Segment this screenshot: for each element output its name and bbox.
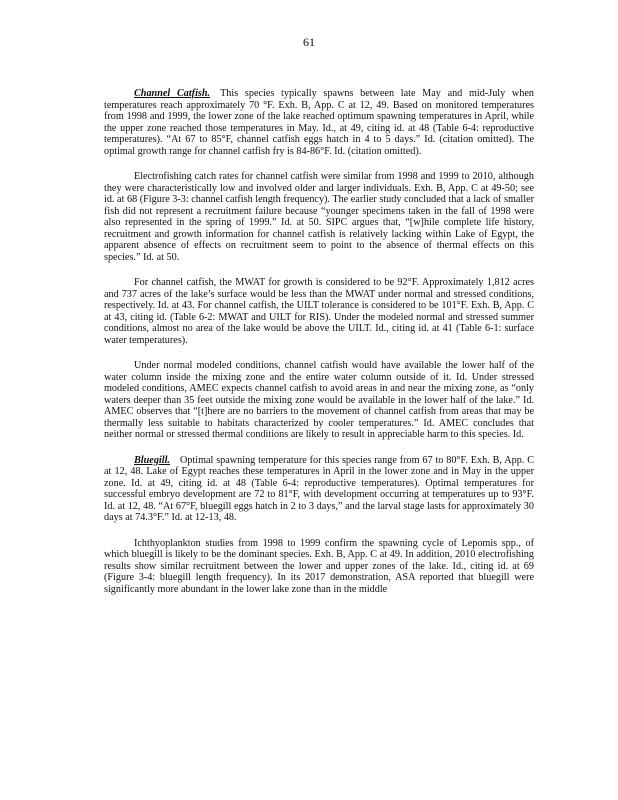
paragraph-text: Optimal spawning temperature for this species range from 67 to 80°F. Exh. B, App. C at 12, 48. Lake of Egypt reaches these temperatures in April in the lower zone and in May in the upper zone. Id. at 49, citing id. at 48 (Table 6-4: reproductive temperatures). Optimal temperatures for successful embryo development are 72 to 81°F, with development occurring at temperatures up to 93°F. Id. at 12, 48. “At 67°F, bluegill eggs hatch in 2 to 3 days,” and the larval stage lasts for approximately 30 days at 74.3°F.” Id. at 12-13, 48. — [104, 454, 534, 523]
section-heading-channel-catfish: Channel Catfish. — [134, 88, 211, 99]
paragraph-text: Ichthyoplankton studies from 1998 to 1999 confirm the spawning cycle of Lepomis spp., of which bluegill is likely to be the dominant species. Exh. B, App. C at 49. In addition, 2010 electrofishing results show similar recruitment between the lower and upper zones of the lake. Id., citing id. at 69 (Figure 3-4: bluegill length frequency). In its 2017 demonstration, ASA reported that bluegill were significantly more abundant in the lower lake zone than in the middle — [104, 537, 534, 595]
paragraph-channel-catfish-electrofishing — [104, 171, 534, 263]
page-number: 61 — [303, 35, 315, 49]
paragraph-text: Under normal modeled conditions, channel catfish would have available the lower half of the water column inside the mixing zone and the entire water column outside of it. Id. Under stressed modeled conditions, AMEC expects channel catfish to avoid areas in and near the mixing zone, as “only waters deeper than 35 feet outside the mixing zone would be available in the lower half of the lake.” Id. AMEC observes that “[t]here are no barriers to the movement of channel catfish from areas that may be thermally less suitable to habitats characterized by cooler temperatures.” Id. AMEC concludes that neither normal or stressed thermal conditions are likely to result in appreciable harm to this species. Id. — [104, 360, 534, 440]
paragraph-bluegill-ichthyoplankton — [104, 538, 534, 596]
paragraph-bluegill-spawning — [104, 455, 534, 524]
section-heading-bluegill: Bluegill. — [134, 454, 170, 466]
paragraph-channel-catfish-spawning — [104, 88, 534, 157]
paragraph-text: This species typically spawns between late May and mid-July when temperatures reach approximately 70 °F. Exh. B, App. C at 12, 49. Based on monitored temperatures from 1998 and 1999, the lower zone of the lake reached optimum spawning temperatures in April, while the upper zone reached those temperatures in May. Id., at 49, citing id. at 48 (Table 6-4: reproductive temperatures). “At 67 to 85°F, channel catfish eggs hatch in 4 to 5 days.” Id. (citation omitted). The optimal growth range for channel catfish fry is 84-86°F. Id. (citation omitted). — [104, 88, 534, 157]
document-body — [104, 88, 534, 609]
paragraph-channel-catfish-modeled-conditions — [104, 360, 534, 441]
paragraph-channel-catfish-mwat — [104, 277, 534, 346]
paragraph-text: Electrofishing catch rates for channel catfish were similar from 1998 and 1999 to 2010, although they were characteristically low and involved older and larger individuals. Exh. B, App. C at 49-50; see id. at 68 (Figure 3-3: channel catfish length frequency). The earlier study concluded that a lack of smaller fish did not represent a recruitment failure because “younger specimens taken in the fall of 1998 were also represented in the spring of 1999.” Id. at 50. SIPC argues that, “[w]hile complete life history, recruitment and growth information for channel catfish is relatively lacking within Lake of Egypt, the apparent absence of effects on recruitment seem to point to the absence of thermal effects on this species.” Id. at 50. — [104, 171, 534, 263]
paragraph-text: For channel catfish, the MWAT for growth is considered to be 92°F. Approximately 1,812 acres and 737 acres of the lake’s surface would be less than the MWAT under normal and stressed conditions, respectively. Id. at 43. For channel catfish, the UILT tolerance is considered to be 101°F. Exh. B, App. C at 43, citing id. (Table 6-2: MWAT and UILT for RIS). Under the modeled normal and stressed summer conditions, almost no area of the lake would be above the UILT. Id., citing id. at 41 (Table 6-1: surface water temperatures). — [104, 277, 534, 346]
